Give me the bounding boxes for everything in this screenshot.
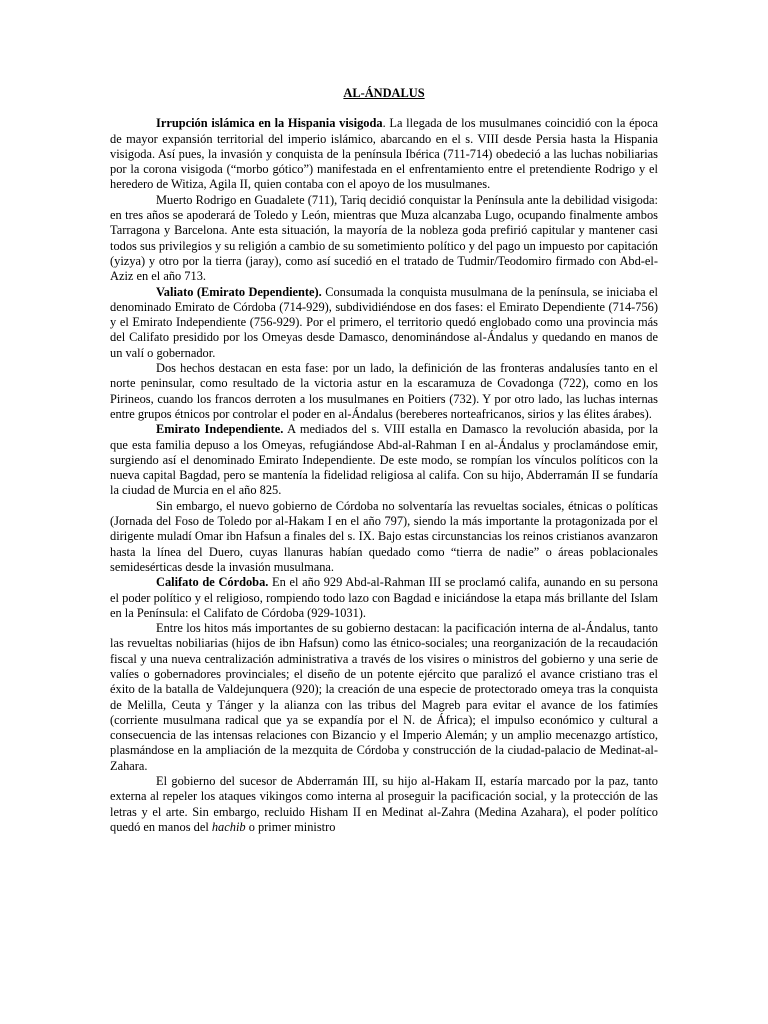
paragraph-guadalete <box>110 193 658 285</box>
paragraph-fronteras <box>110 361 658 422</box>
paragraph-califato <box>110 575 658 621</box>
paragraph-emirato-independiente <box>110 422 658 498</box>
document-title: AL-ÁNDALUS <box>343 86 425 100</box>
paragraph-text: El gobierno del sucesor de Abderramán III, su hijo al-Hakam II, estaría marcado por la paz, tanto externa al repeler los ataques vikingos como interna al proseguir la pacificación social, y la protección de las letras y el arte. Sin embargo, recluido Hisham II en Medinat al-Zahra (Medina Azahara), el poder político quedó en manos del <box>110 774 658 834</box>
paragraph-text: Dos hechos destacan en esta fase: por un lado, la definición de las fronteras andalusíes tanto en el norte peninsular, como resultado de la victoria astur en la escaramuza de Covadonga (722), como en los Pirineos, cuando los francos derroten a los musulmanes en Poitiers (732). Y por otro lado, las luchas internas entre grupos étnicos por controlar el poder en al-Ándalus (bereberes norteafricanos, sirios y las élites árabes). <box>110 361 658 421</box>
paragraph-text: Consumada la conquista musulmana de la península, se iniciaba el denominado Emirato de Córdoba (714-929), subdividiéndose en dos fases: el Emirato Dependiente (714-756) y el Emirato Independiente (756-929). Por el primero, el territorio quedó englobado como una provincia más del Califato presidido por los Omeyas desde Damasco, denominándose al-Ándalus y quedando en manos de un valí o gobernador. <box>110 284 658 360</box>
paragraph-text-tail: o primer ministro <box>245 819 336 834</box>
italic-term: hachib <box>211 819 246 834</box>
section-heading-irrupcion: Irrupción islámica en la Hispania visigoda <box>156 116 383 131</box>
paragraph-text: . La llegada de los musulmanes coincidió con la época de mayor expansión territorial del imperio islámico, abarcando en el s. VIII desde Persia hasta la Hispania visigoda. Así pues, la invasión y conquista de la península Ibérica (711-714) obedeció a las luchas nobiliarias por la corona visigoda (“morbo gótico”) manifestada en el enfrentamiento entre el pretendiente Rodrigo y el heredero de Witiza, Agila II, quien contaba con el apoyo de los musulmanes. <box>110 116 658 192</box>
section-heading-califato: Califato de Córdoba. <box>156 575 269 590</box>
paragraph-text: En el año 929 Abd-al-Rahman III se proclamó califa, aunando en su persona el poder político y el religioso, rompiendo todo lazo con Bagdad e iniciándose la etapa más brillante del Islam en la Península: el Califato de Córdoba (929-1031). <box>110 575 658 620</box>
paragraph-text: Sin embargo, el nuevo gobierno de Córdoba no solventaría las revueltas sociales, étnicas o políticas (Jornada del Foso de Toledo por al-Hakam I en el año 797), siendo la más importante la protagonizada por el dirigente muladí Omar ibn Hafsun a finales del s. IX. Bajo estas circunstancias los reinos cristianos avanzaron hasta la línea del Duero, cuyas llanuras habían quedado como “tierra de nadie” o áreas poblacionales semidesérticas desde la invasión musulmana. <box>110 498 658 574</box>
paragraph-irrupcion <box>110 116 658 192</box>
paragraph-valiato <box>110 285 658 361</box>
document-page <box>110 86 658 835</box>
section-heading-emirato-independiente: Emirato Independiente. <box>156 422 284 437</box>
paragraph-hitos <box>110 621 658 774</box>
paragraph-text: A mediados del s. VIII estalla en Damasco la revolución abasida, por la que esta familia depuso a los Omeyas, refugiándose Abd-al-Rahman I en al-Ándalus y proclamándose emir, surgiendo así el denominado Emirato Independiente. De este modo, se rompían los vínculos políticos con la nueva capital Bagdad, pero se mantenía la fidelidad religiosa al califa. Con su hijo, Abderramán II se fundaría la ciudad de Murcia en el año 825. <box>110 422 658 498</box>
paragraph-revueltas <box>110 499 658 575</box>
paragraph-sucesor <box>110 774 658 835</box>
paragraph-text: Muerto Rodrigo en Guadalete (711), Tariq decidió conquistar la Península ante la debilidad visigoda: en tres años se apoderará de Toledo y León, mientras que Muza alcanzaba Lugo, ocupando finalmente ambos Tarragona y Barcelona. Ante esta situación, la mayoría de la nobleza goda prefirió capitular y mantener casi todos sus privilegios y su religión a cambio de su sometimiento político y del pago un impuesto por capitación (yizya) y otro por la tierra (jaray), como así sucedió en el tratado de Tudmir/Teodomiro firmado con Abd-el-Aziz en el año 713. <box>110 192 658 284</box>
section-heading-valiato: Valiato (Emirato Dependiente). <box>156 284 322 299</box>
paragraph-text: Entre los hitos más importantes de su gobierno destacan: la pacificación interna de al-Ándalus, tanto las revueltas nobiliarias (hijos de ibn Hafsun) como las étnico-sociales; una reorganización de la recaudación fiscal y una nueva centralización administrativa a través de los visires o ministros del gobierno y una serie de valíes o gobernadores provinciales; el diseño de un potente ejército que paralizó el avance cristiano tras el éxito de la batalla de Valdejunquera (920); la creación de una especie de protectorado omeya tras la conquista de Melilla, Ceuta y Tánger y la alianza con las tribus del Magreb para evitar el avance de los fatimíes (corriente musulmana radical que ya se expandía por el N. de África); el impulso económico y cultural a consecuencia de las intensas relaciones con Bizancio y el Imperio Alemán; y un amplio mecenazgo artístico, plasmándose en la ampliación de la mezquita de Córdoba y construcción de la ciudad-palacio de Medinat-al-Zahara. <box>110 621 658 773</box>
